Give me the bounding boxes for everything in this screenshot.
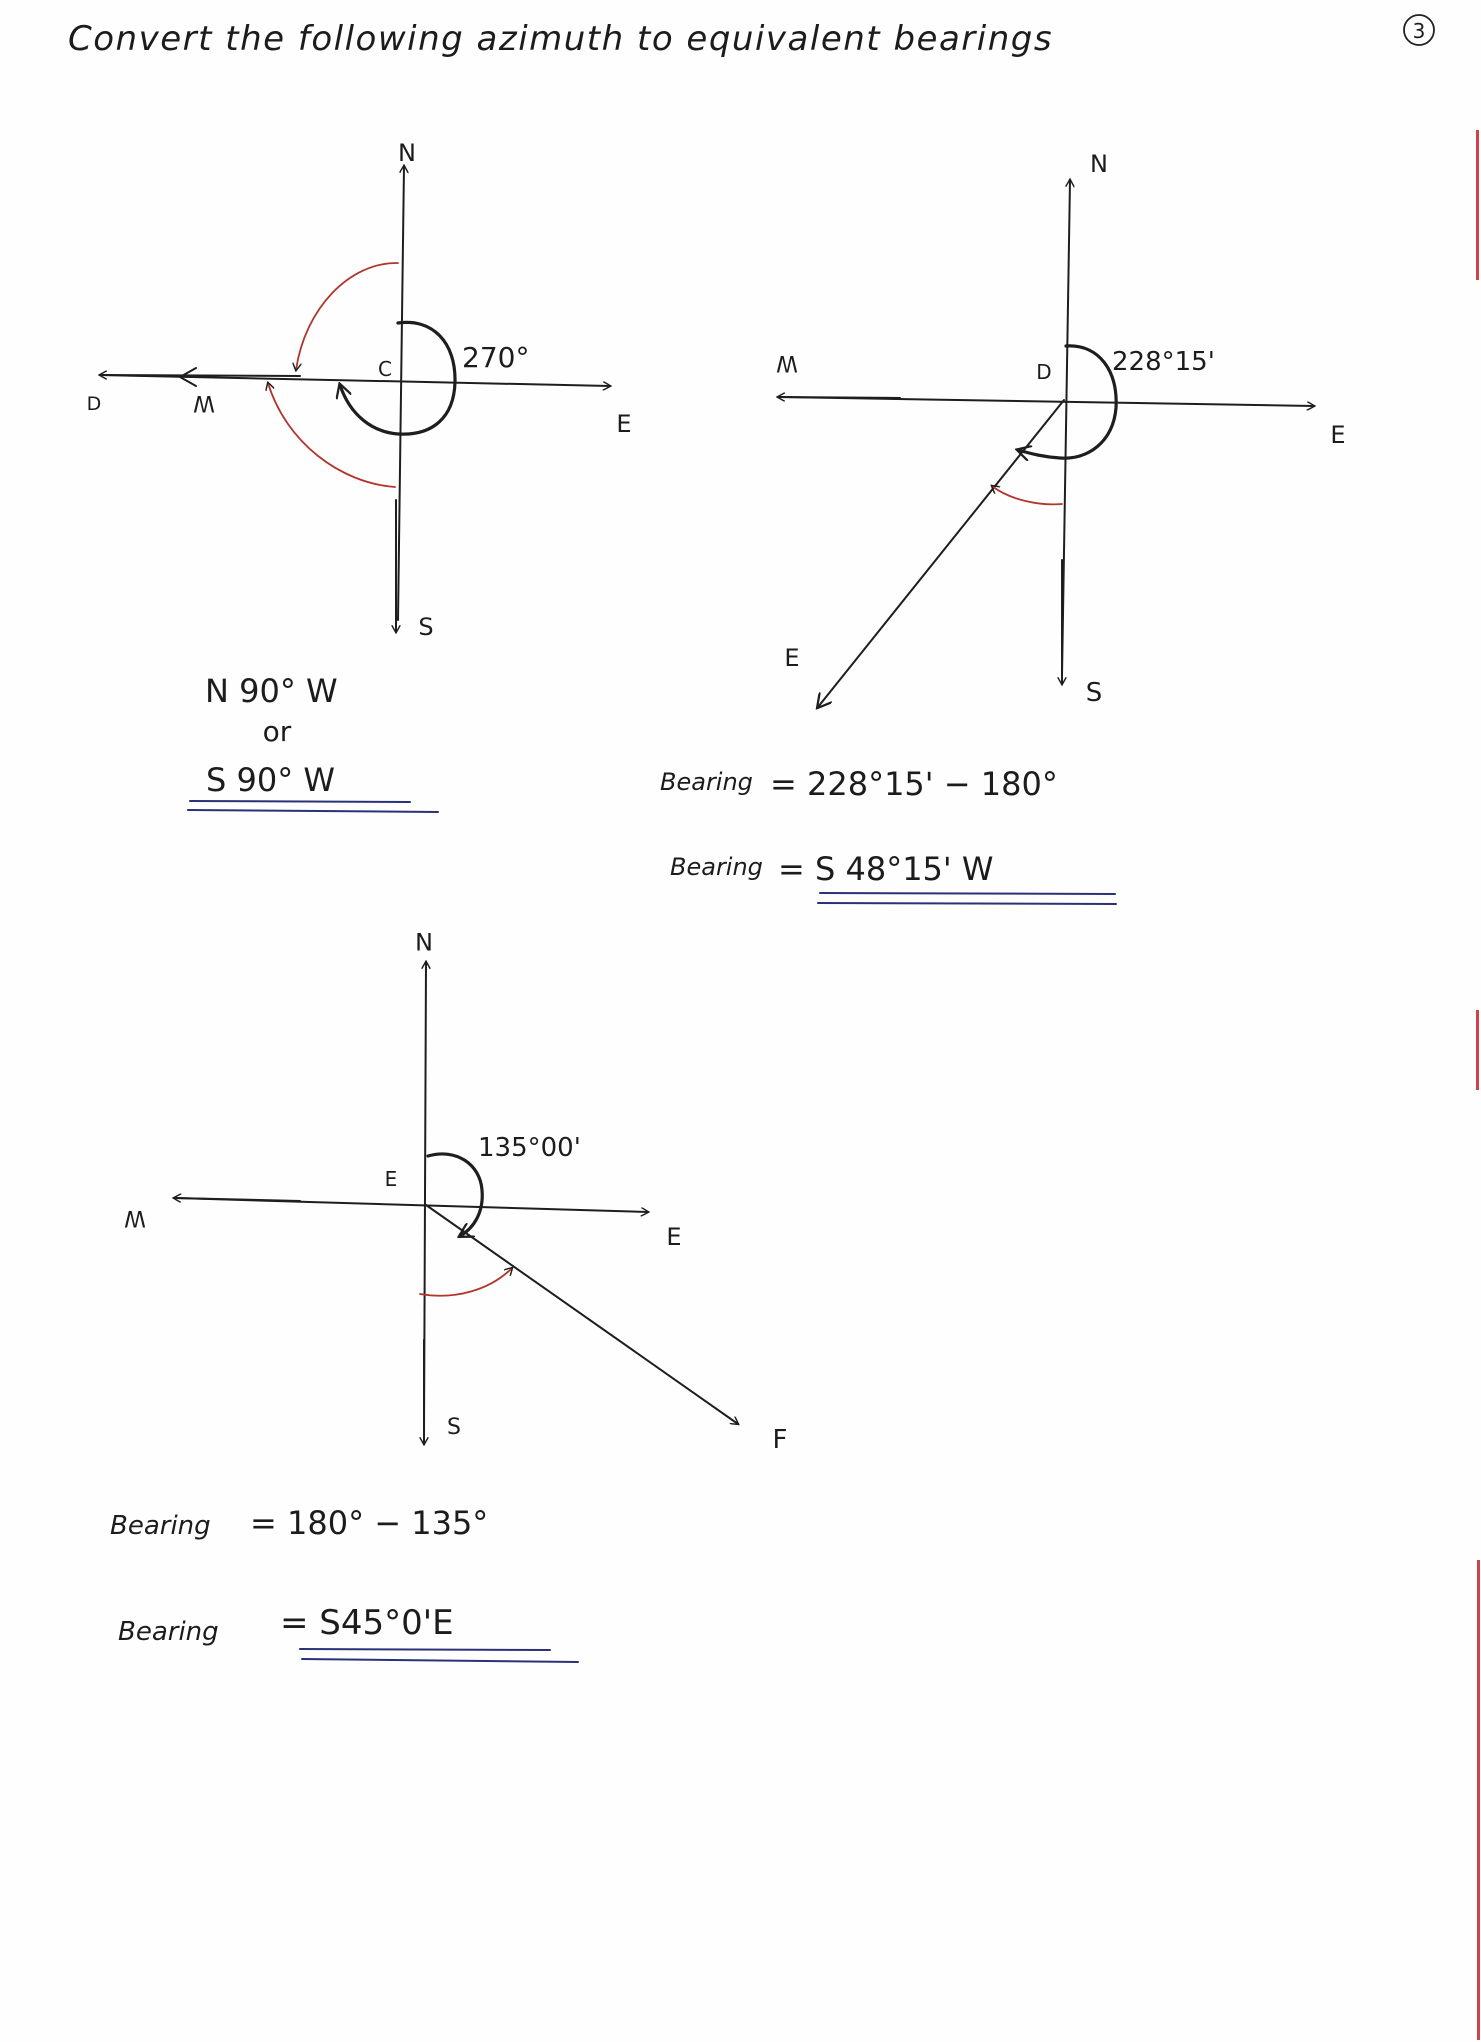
page-number: 3 bbox=[1412, 19, 1426, 43]
west-label: W bbox=[193, 390, 215, 415]
working-label: Bearing bbox=[110, 1511, 211, 1541]
north-label: N bbox=[415, 927, 433, 955]
line-to-d bbox=[100, 375, 300, 376]
azimuth-label: 270° bbox=[462, 341, 530, 374]
south-label: S bbox=[1085, 678, 1103, 708]
result-label: Bearing bbox=[118, 1617, 219, 1647]
south-label: S bbox=[418, 613, 434, 641]
diagram-e bbox=[110, 927, 787, 1662]
working-expression: = 228°15' − 180° bbox=[770, 765, 1058, 803]
north-label: N bbox=[1090, 150, 1108, 178]
line-end-label: E bbox=[784, 644, 800, 672]
center-label: C bbox=[378, 357, 392, 381]
result-value: = S 48°15' W bbox=[778, 850, 994, 888]
answer-underline-1 bbox=[190, 801, 410, 802]
azimuth-arc-135 bbox=[428, 1154, 482, 1236]
east-axis bbox=[100, 375, 610, 386]
line-to-f bbox=[426, 1205, 738, 1424]
answer-line-2: or bbox=[262, 715, 292, 748]
working-label: Bearing bbox=[660, 768, 753, 796]
north-label: N bbox=[398, 139, 416, 167]
result-underline-2 bbox=[302, 1659, 578, 1662]
page-title: Convert the following azimuth to equivalent bearings bbox=[68, 19, 1054, 59]
east-label: E bbox=[666, 1223, 682, 1251]
working-expression: = 180° − 135° bbox=[250, 1504, 489, 1542]
center-label: E bbox=[384, 1167, 398, 1191]
azimuth-arc-270 bbox=[340, 322, 455, 434]
answer-line-3: S 90° W bbox=[206, 761, 336, 799]
line-to-e bbox=[818, 400, 1064, 707]
bearing-arc bbox=[420, 1268, 512, 1296]
azimuth-label: 228°15' bbox=[1112, 347, 1215, 377]
diagram-d bbox=[660, 150, 1346, 904]
answer-underline-2 bbox=[188, 810, 438, 812]
bearing-arc-north bbox=[296, 263, 398, 370]
north-axis bbox=[1062, 180, 1070, 676]
result-label: Bearing bbox=[670, 853, 763, 881]
south-label: S bbox=[447, 1415, 461, 1440]
page-edge-marks bbox=[1476, 130, 1480, 2040]
answer-line-1: N 90° W bbox=[205, 672, 338, 710]
north-axis bbox=[398, 166, 404, 620]
west-label: W bbox=[776, 350, 798, 375]
line-end-label: F bbox=[772, 1425, 788, 1455]
page-number-badge bbox=[1404, 15, 1434, 45]
diagram-c bbox=[87, 139, 632, 812]
result-underline-2 bbox=[818, 903, 1116, 904]
east-label: E bbox=[616, 410, 632, 438]
result-underline-1 bbox=[820, 893, 1115, 894]
east-label: E bbox=[1330, 421, 1346, 449]
center-label: D bbox=[1036, 360, 1052, 384]
result-value: = S45°0'E bbox=[280, 1603, 454, 1643]
west-label: W bbox=[124, 1205, 146, 1230]
bearing-arc bbox=[992, 486, 1062, 504]
bearing-arc-south bbox=[268, 383, 395, 487]
line-end-label: D bbox=[86, 393, 102, 415]
result-underline-1 bbox=[300, 1649, 550, 1650]
azimuth-label: 135°00' bbox=[478, 1133, 581, 1163]
west-arrow bbox=[778, 397, 900, 398]
